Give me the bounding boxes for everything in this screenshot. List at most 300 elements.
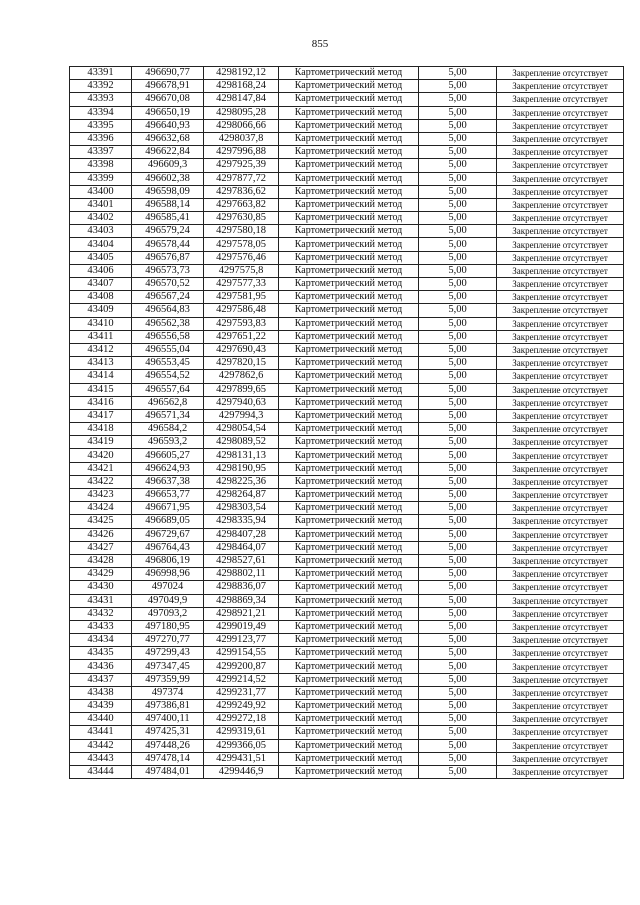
accuracy-cell: 5,00 — [419, 67, 497, 80]
x-coordinate-cell: 497093,2 — [132, 607, 204, 620]
point-id-cell: 43397 — [70, 146, 132, 159]
x-coordinate-cell: 496637,38 — [132, 475, 204, 488]
y-coordinate-cell: 4298168,24 — [204, 80, 279, 93]
x-coordinate-cell: 496576,87 — [132, 251, 204, 264]
accuracy-cell: 5,00 — [419, 673, 497, 686]
fixing-cell: Закрепление отсутствует — [497, 620, 624, 633]
table-row — [70, 132, 624, 145]
table-row — [70, 291, 624, 304]
accuracy-cell: 5,00 — [419, 357, 497, 370]
accuracy-cell: 5,00 — [419, 383, 497, 396]
x-coordinate-cell: 496571,34 — [132, 409, 204, 422]
point-id-cell: 43433 — [70, 620, 132, 633]
y-coordinate-cell: 4297577,33 — [204, 278, 279, 291]
y-coordinate-cell: 4298147,84 — [204, 93, 279, 106]
point-id-cell: 43442 — [70, 739, 132, 752]
table-row — [70, 502, 624, 515]
method-cell: Картометрический метод — [279, 554, 419, 567]
method-cell: Картометрический метод — [279, 409, 419, 422]
fixing-cell: Закрепление отсутствует — [497, 409, 624, 422]
table-row — [70, 449, 624, 462]
y-coordinate-cell: 4298464,07 — [204, 541, 279, 554]
fixing-cell: Закрепление отсутствует — [497, 489, 624, 502]
table-row — [70, 357, 624, 370]
y-coordinate-cell: 4298264,87 — [204, 489, 279, 502]
fixing-cell: Закрепление отсутствует — [497, 423, 624, 436]
fixing-cell: Закрепление отсутствует — [497, 607, 624, 620]
accuracy-cell: 5,00 — [419, 119, 497, 132]
point-id-cell: 43438 — [70, 686, 132, 699]
x-coordinate-cell: 497386,81 — [132, 700, 204, 713]
accuracy-cell: 5,00 — [419, 370, 497, 383]
table-row — [70, 554, 624, 567]
method-cell: Картометрический метод — [279, 264, 419, 277]
x-coordinate-cell: 496624,93 — [132, 462, 204, 475]
fixing-cell: Закрепление отсутствует — [497, 330, 624, 343]
x-coordinate-cell: 496598,09 — [132, 185, 204, 198]
x-coordinate-cell: 496585,41 — [132, 212, 204, 225]
method-cell: Картометрический метод — [279, 739, 419, 752]
accuracy-cell: 5,00 — [419, 238, 497, 251]
method-cell: Картометрический метод — [279, 67, 419, 80]
y-coordinate-cell: 4299123,77 — [204, 634, 279, 647]
y-coordinate-cell: 4298335,94 — [204, 515, 279, 528]
x-coordinate-cell: 496578,44 — [132, 238, 204, 251]
point-id-cell: 43444 — [70, 765, 132, 778]
method-cell: Картометрический метод — [279, 198, 419, 211]
y-coordinate-cell: 4299446,9 — [204, 765, 279, 778]
fixing-cell: Закрепление отсутствует — [497, 225, 624, 238]
y-coordinate-cell: 4297578,05 — [204, 238, 279, 251]
fixing-cell: Закрепление отсутствует — [497, 673, 624, 686]
coordinates-table — [69, 66, 624, 779]
method-cell: Картометрический метод — [279, 370, 419, 383]
table-row — [70, 686, 624, 699]
point-id-cell: 43427 — [70, 541, 132, 554]
table-row — [70, 713, 624, 726]
accuracy-cell: 5,00 — [419, 449, 497, 462]
method-cell: Картометрический метод — [279, 581, 419, 594]
point-id-cell: 43434 — [70, 634, 132, 647]
fixing-cell: Закрепление отсутствует — [497, 713, 624, 726]
point-id-cell: 43408 — [70, 291, 132, 304]
fixing-cell: Закрепление отсутствует — [497, 568, 624, 581]
y-coordinate-cell: 4298131,13 — [204, 449, 279, 462]
y-coordinate-cell: 4298869,34 — [204, 594, 279, 607]
table-row — [70, 172, 624, 185]
table-row — [70, 330, 624, 343]
accuracy-cell: 5,00 — [419, 739, 497, 752]
accuracy-cell: 5,00 — [419, 80, 497, 93]
method-cell: Картометрический метод — [279, 449, 419, 462]
y-coordinate-cell: 4298303,54 — [204, 502, 279, 515]
method-cell: Картометрический метод — [279, 647, 419, 660]
y-coordinate-cell: 4298037,8 — [204, 132, 279, 145]
method-cell: Картометрический метод — [279, 238, 419, 251]
accuracy-cell: 5,00 — [419, 93, 497, 106]
method-cell: Картометрический метод — [279, 686, 419, 699]
point-id-cell: 43428 — [70, 554, 132, 567]
y-coordinate-cell: 4297575,8 — [204, 264, 279, 277]
accuracy-cell: 5,00 — [419, 423, 497, 436]
method-cell: Картометрический метод — [279, 594, 419, 607]
fixing-cell: Закрепление отсутствует — [497, 462, 624, 475]
table-row — [70, 396, 624, 409]
method-cell: Картометрический метод — [279, 726, 419, 739]
table-row — [70, 409, 624, 422]
x-coordinate-cell: 497374 — [132, 686, 204, 699]
y-coordinate-cell: 4297877,72 — [204, 172, 279, 185]
table-row — [70, 475, 624, 488]
point-id-cell: 43392 — [70, 80, 132, 93]
point-id-cell: 43421 — [70, 462, 132, 475]
table-row — [70, 752, 624, 765]
accuracy-cell: 5,00 — [419, 106, 497, 119]
point-id-cell: 43426 — [70, 528, 132, 541]
x-coordinate-cell: 496640,93 — [132, 119, 204, 132]
accuracy-cell: 5,00 — [419, 172, 497, 185]
point-id-cell: 43439 — [70, 700, 132, 713]
point-id-cell: 43406 — [70, 264, 132, 277]
accuracy-cell: 5,00 — [419, 436, 497, 449]
fixing-cell: Закрепление отсутствует — [497, 185, 624, 198]
fixing-cell: Закрепление отсутствует — [497, 383, 624, 396]
y-coordinate-cell: 4298527,61 — [204, 554, 279, 567]
fixing-cell: Закрепление отсутствует — [497, 106, 624, 119]
point-id-cell: 43413 — [70, 357, 132, 370]
point-id-cell: 43407 — [70, 278, 132, 291]
table-row — [70, 739, 624, 752]
x-coordinate-cell: 497400,11 — [132, 713, 204, 726]
method-cell: Картометрический метод — [279, 278, 419, 291]
y-coordinate-cell: 4297925,39 — [204, 159, 279, 172]
x-coordinate-cell: 496729,67 — [132, 528, 204, 541]
y-coordinate-cell: 4297690,43 — [204, 343, 279, 356]
point-id-cell: 43437 — [70, 673, 132, 686]
x-coordinate-cell: 496690,77 — [132, 67, 204, 80]
x-coordinate-cell: 497484,01 — [132, 765, 204, 778]
method-cell: Картометрический метод — [279, 146, 419, 159]
table-body — [70, 67, 624, 779]
accuracy-cell: 5,00 — [419, 634, 497, 647]
method-cell: Картометрический метод — [279, 634, 419, 647]
point-id-cell: 43440 — [70, 713, 132, 726]
table-row — [70, 568, 624, 581]
table-row — [70, 212, 624, 225]
accuracy-cell: 5,00 — [419, 462, 497, 475]
method-cell: Картометрический метод — [279, 528, 419, 541]
fixing-cell: Закрепление отсутствует — [497, 502, 624, 515]
page-number: 855 — [311, 38, 329, 50]
x-coordinate-cell: 496553,45 — [132, 357, 204, 370]
y-coordinate-cell: 4297862,6 — [204, 370, 279, 383]
y-coordinate-cell: 4298192,12 — [204, 67, 279, 80]
method-cell: Картометрический метод — [279, 765, 419, 778]
x-coordinate-cell: 496602,38 — [132, 172, 204, 185]
y-coordinate-cell: 4298089,52 — [204, 436, 279, 449]
point-id-cell: 43400 — [70, 185, 132, 198]
method-cell: Картометрический метод — [279, 502, 419, 515]
table-row — [70, 370, 624, 383]
accuracy-cell: 5,00 — [419, 409, 497, 422]
accuracy-cell: 5,00 — [419, 581, 497, 594]
y-coordinate-cell: 4298095,28 — [204, 106, 279, 119]
accuracy-cell: 5,00 — [419, 343, 497, 356]
point-id-cell: 43398 — [70, 159, 132, 172]
table-row — [70, 765, 624, 778]
method-cell: Картометрический метод — [279, 357, 419, 370]
table-row — [70, 726, 624, 739]
method-cell: Картометрический метод — [279, 132, 419, 145]
fixing-cell: Закрепление отсутствует — [497, 752, 624, 765]
table-row — [70, 700, 624, 713]
fixing-cell: Закрепление отсутствует — [497, 291, 624, 304]
y-coordinate-cell: 4299200,87 — [204, 660, 279, 673]
table-row — [70, 383, 624, 396]
y-coordinate-cell: 4299231,77 — [204, 686, 279, 699]
method-cell: Картометрический метод — [279, 93, 419, 106]
accuracy-cell: 5,00 — [419, 225, 497, 238]
fixing-cell: Закрепление отсутствует — [497, 212, 624, 225]
point-id-cell: 43409 — [70, 304, 132, 317]
table-row — [70, 67, 624, 80]
method-cell: Картометрический метод — [279, 436, 419, 449]
accuracy-cell: 5,00 — [419, 686, 497, 699]
table-row — [70, 238, 624, 251]
x-coordinate-cell: 496562,38 — [132, 317, 204, 330]
method-cell: Картометрический метод — [279, 225, 419, 238]
fixing-cell: Закрепление отсутствует — [497, 475, 624, 488]
fixing-cell: Закрепление отсутствует — [497, 528, 624, 541]
fixing-cell: Закрепление отсутствует — [497, 146, 624, 159]
x-coordinate-cell: 496579,24 — [132, 225, 204, 238]
method-cell: Картометрический метод — [279, 700, 419, 713]
fixing-cell: Закрепление отсутствует — [497, 172, 624, 185]
point-id-cell: 43436 — [70, 660, 132, 673]
y-coordinate-cell: 4297630,85 — [204, 212, 279, 225]
y-coordinate-cell: 4299214,52 — [204, 673, 279, 686]
accuracy-cell: 5,00 — [419, 660, 497, 673]
accuracy-cell: 5,00 — [419, 594, 497, 607]
x-coordinate-cell: 497448,26 — [132, 739, 204, 752]
accuracy-cell: 5,00 — [419, 620, 497, 633]
y-coordinate-cell: 4298190,95 — [204, 462, 279, 475]
fixing-cell: Закрепление отсутствует — [497, 80, 624, 93]
table-row — [70, 634, 624, 647]
fixing-cell: Закрепление отсутствует — [497, 370, 624, 383]
accuracy-cell: 5,00 — [419, 159, 497, 172]
x-coordinate-cell: 496556,58 — [132, 330, 204, 343]
table-row — [70, 159, 624, 172]
accuracy-cell: 5,00 — [419, 304, 497, 317]
accuracy-cell: 5,00 — [419, 317, 497, 330]
y-coordinate-cell: 4297581,95 — [204, 291, 279, 304]
fixing-cell: Закрепление отсутствует — [497, 132, 624, 145]
accuracy-cell: 5,00 — [419, 568, 497, 581]
fixing-cell: Закрепление отсутствует — [497, 264, 624, 277]
table-row — [70, 462, 624, 475]
x-coordinate-cell: 496622,84 — [132, 146, 204, 159]
method-cell: Картометрический метод — [279, 515, 419, 528]
x-coordinate-cell: 496573,73 — [132, 264, 204, 277]
method-cell: Картометрический метод — [279, 713, 419, 726]
fixing-cell: Закрепление отсутствует — [497, 159, 624, 172]
accuracy-cell: 5,00 — [419, 291, 497, 304]
accuracy-cell: 5,00 — [419, 251, 497, 264]
table-row — [70, 489, 624, 502]
x-coordinate-cell: 496567,24 — [132, 291, 204, 304]
point-id-cell: 43402 — [70, 212, 132, 225]
y-coordinate-cell: 4299019,49 — [204, 620, 279, 633]
method-cell: Картометрический метод — [279, 304, 419, 317]
accuracy-cell: 5,00 — [419, 713, 497, 726]
point-id-cell: 43435 — [70, 647, 132, 660]
y-coordinate-cell: 4298836,07 — [204, 581, 279, 594]
point-id-cell: 43430 — [70, 581, 132, 594]
accuracy-cell: 5,00 — [419, 396, 497, 409]
point-id-cell: 43395 — [70, 119, 132, 132]
x-coordinate-cell: 496588,14 — [132, 198, 204, 211]
point-id-cell: 43399 — [70, 172, 132, 185]
accuracy-cell: 5,00 — [419, 330, 497, 343]
table-row — [70, 660, 624, 673]
method-cell: Картометрический метод — [279, 607, 419, 620]
method-cell: Картометрический метод — [279, 251, 419, 264]
x-coordinate-cell: 497425,31 — [132, 726, 204, 739]
point-id-cell: 43411 — [70, 330, 132, 343]
fixing-cell: Закрепление отсутствует — [497, 317, 624, 330]
accuracy-cell: 5,00 — [419, 198, 497, 211]
table-row — [70, 119, 624, 132]
table-row — [70, 594, 624, 607]
x-coordinate-cell: 496570,52 — [132, 278, 204, 291]
y-coordinate-cell: 4297996,88 — [204, 146, 279, 159]
y-coordinate-cell: 4299366,05 — [204, 739, 279, 752]
x-coordinate-cell: 496678,91 — [132, 80, 204, 93]
y-coordinate-cell: 4297593,83 — [204, 317, 279, 330]
y-coordinate-cell: 4298407,28 — [204, 528, 279, 541]
fixing-cell: Закрепление отсутствует — [497, 515, 624, 528]
fixing-cell: Закрепление отсутствует — [497, 700, 624, 713]
accuracy-cell: 5,00 — [419, 752, 497, 765]
accuracy-cell: 5,00 — [419, 515, 497, 528]
point-id-cell: 43414 — [70, 370, 132, 383]
fixing-cell: Закрепление отсутствует — [497, 660, 624, 673]
fixing-cell: Закрепление отсутствует — [497, 739, 624, 752]
point-id-cell: 43410 — [70, 317, 132, 330]
point-id-cell: 43393 — [70, 93, 132, 106]
accuracy-cell: 5,00 — [419, 132, 497, 145]
point-id-cell: 43415 — [70, 383, 132, 396]
fixing-cell: Закрепление отсутствует — [497, 647, 624, 660]
fixing-cell: Закрепление отсутствует — [497, 278, 624, 291]
method-cell: Картометрический метод — [279, 489, 419, 502]
accuracy-cell: 5,00 — [419, 607, 497, 620]
point-id-cell: 43404 — [70, 238, 132, 251]
fixing-cell: Закрепление отсутствует — [497, 554, 624, 567]
accuracy-cell: 5,00 — [419, 541, 497, 554]
x-coordinate-cell: 496557,64 — [132, 383, 204, 396]
method-cell: Картометрический метод — [279, 185, 419, 198]
table-row — [70, 304, 624, 317]
fixing-cell: Закрепление отсутствует — [497, 726, 624, 739]
method-cell: Картометрический метод — [279, 620, 419, 633]
x-coordinate-cell: 497049,9 — [132, 594, 204, 607]
table-row — [70, 317, 624, 330]
table-row — [70, 541, 624, 554]
x-coordinate-cell: 496653,77 — [132, 489, 204, 502]
method-cell: Картометрический метод — [279, 330, 419, 343]
y-coordinate-cell: 4299272,18 — [204, 713, 279, 726]
accuracy-cell: 5,00 — [419, 528, 497, 541]
y-coordinate-cell: 4298054,54 — [204, 423, 279, 436]
fixing-cell: Закрепление отсутствует — [497, 119, 624, 132]
x-coordinate-cell: 496593,2 — [132, 436, 204, 449]
table-row — [70, 106, 624, 119]
y-coordinate-cell: 4298066,66 — [204, 119, 279, 132]
table-row — [70, 225, 624, 238]
accuracy-cell: 5,00 — [419, 554, 497, 567]
accuracy-cell: 5,00 — [419, 765, 497, 778]
y-coordinate-cell: 4297899,65 — [204, 383, 279, 396]
table-row — [70, 436, 624, 449]
point-id-cell: 43431 — [70, 594, 132, 607]
table-row — [70, 515, 624, 528]
point-id-cell: 43420 — [70, 449, 132, 462]
fixing-cell: Закрепление отсутствует — [497, 93, 624, 106]
point-id-cell: 43424 — [70, 502, 132, 515]
x-coordinate-cell: 496671,95 — [132, 502, 204, 515]
fixing-cell: Закрепление отсутствует — [497, 686, 624, 699]
point-id-cell: 43412 — [70, 343, 132, 356]
x-coordinate-cell: 496764,43 — [132, 541, 204, 554]
point-id-cell: 43441 — [70, 726, 132, 739]
x-coordinate-cell: 496555,04 — [132, 343, 204, 356]
x-coordinate-cell: 496605,27 — [132, 449, 204, 462]
table-row — [70, 278, 624, 291]
x-coordinate-cell: 497270,77 — [132, 634, 204, 647]
table-row — [70, 80, 624, 93]
y-coordinate-cell: 4297994,3 — [204, 409, 279, 422]
table-row — [70, 528, 624, 541]
point-id-cell: 43417 — [70, 409, 132, 422]
x-coordinate-cell: 497024 — [132, 581, 204, 594]
x-coordinate-cell: 496650,19 — [132, 106, 204, 119]
method-cell: Картометрический метод — [279, 475, 419, 488]
fixing-cell: Закрепление отсутствует — [497, 343, 624, 356]
method-cell: Картометрический метод — [279, 80, 419, 93]
method-cell: Картометрический метод — [279, 317, 419, 330]
accuracy-cell: 5,00 — [419, 278, 497, 291]
accuracy-cell: 5,00 — [419, 185, 497, 198]
y-coordinate-cell: 4297940,63 — [204, 396, 279, 409]
method-cell: Картометрический метод — [279, 752, 419, 765]
method-cell: Картометрический метод — [279, 423, 419, 436]
method-cell: Картометрический метод — [279, 396, 419, 409]
fixing-cell: Закрепление отсутствует — [497, 594, 624, 607]
method-cell: Картометрический метод — [279, 172, 419, 185]
point-id-cell: 43416 — [70, 396, 132, 409]
x-coordinate-cell: 496632,68 — [132, 132, 204, 145]
fixing-cell: Закрепление отсутствует — [497, 449, 624, 462]
x-coordinate-cell: 496806,19 — [132, 554, 204, 567]
y-coordinate-cell: 4298921,21 — [204, 607, 279, 620]
accuracy-cell: 5,00 — [419, 146, 497, 159]
accuracy-cell: 5,00 — [419, 647, 497, 660]
x-coordinate-cell: 496689,05 — [132, 515, 204, 528]
table-row — [70, 343, 624, 356]
fixing-cell: Закрепление отсутствует — [497, 541, 624, 554]
